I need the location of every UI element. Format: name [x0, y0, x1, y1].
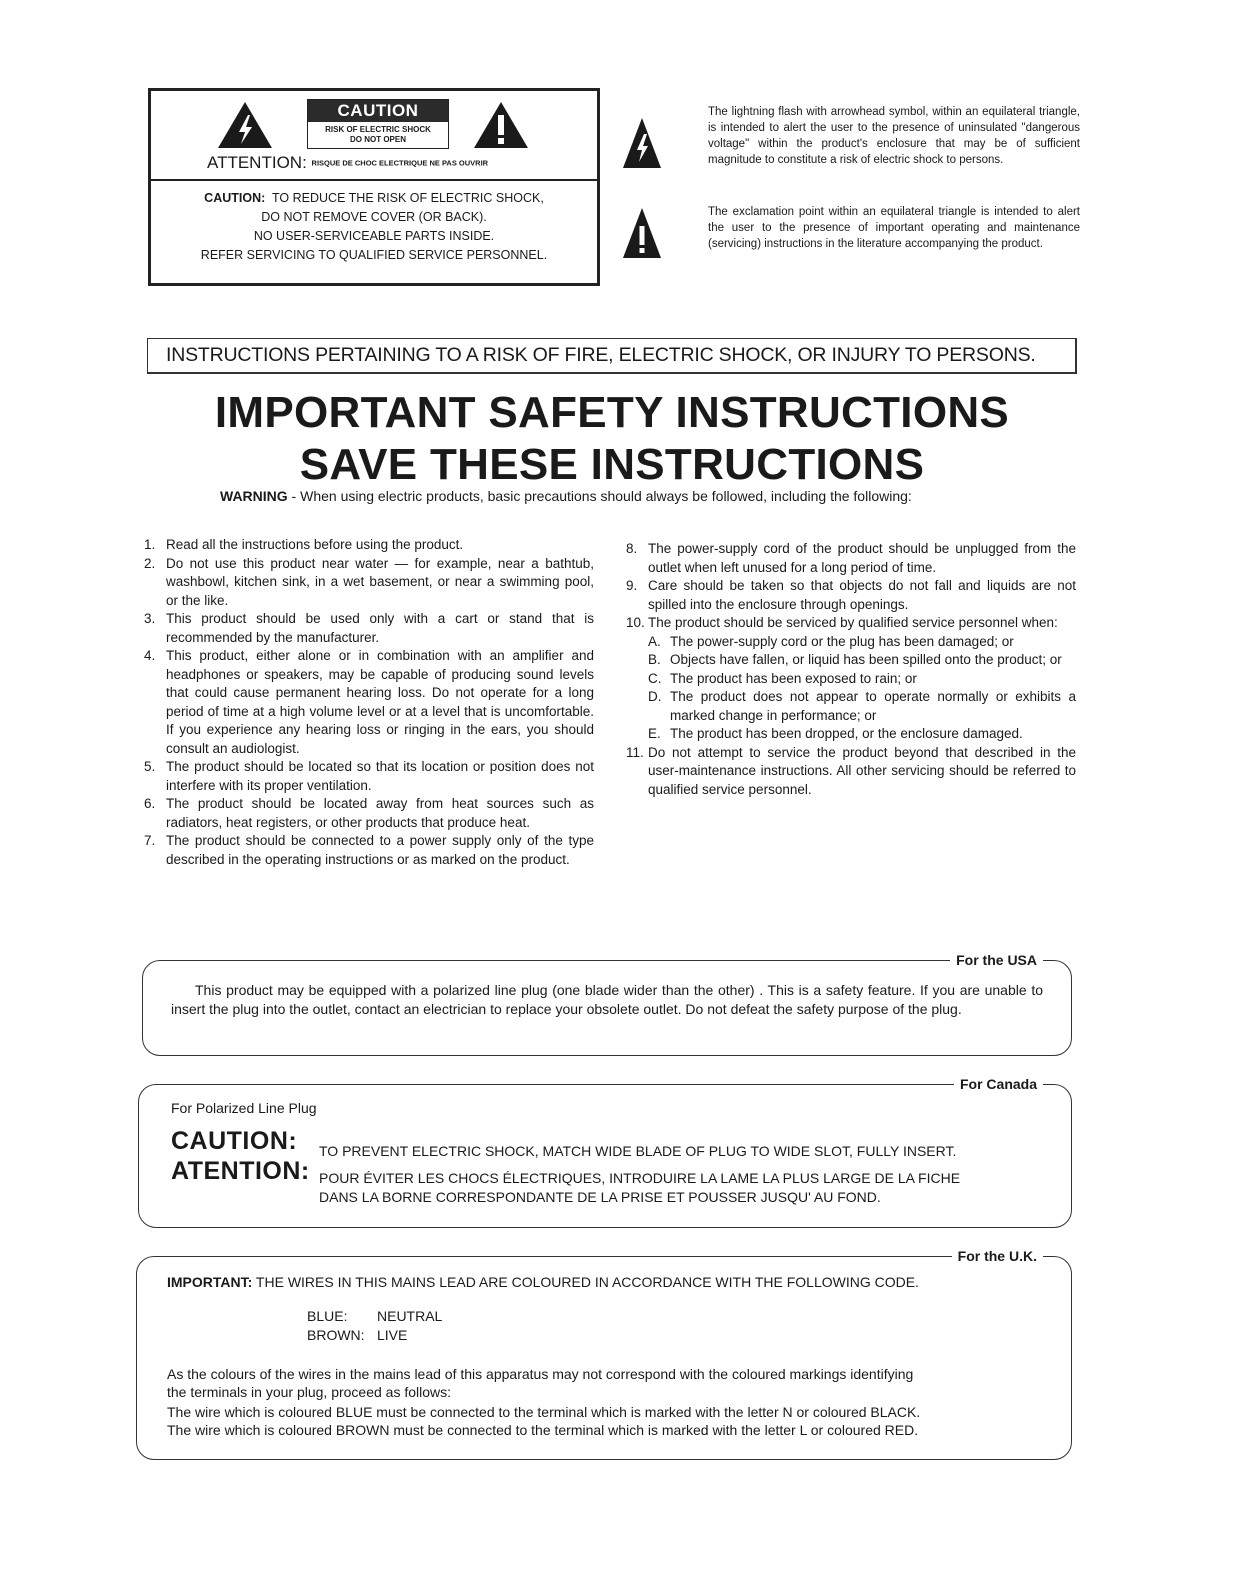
uk-code-blue-value: NEUTRAL — [377, 1308, 443, 1324]
usa-box-text: This product may be equipped with a polarized line plug (one blade wider than the other) . This is a safety feature. If you are unable to insert the plug into the outlet, contact an electrician to replace your obsolete outlet. Do not defeat the safety purpose of the plug. — [171, 982, 1043, 1017]
canada-attention-line-2: DANS LA BORNE CORRESPONDANTE DE LA PRISE ET POUSSER JUSQU' AU FOND. — [319, 1189, 881, 1205]
list-item: 9. Care should be taken so that objects do not fall and liquids are not spilled into the enclosure through openings. — [626, 578, 1076, 612]
lightning-symbol-description: The lightning flash with arrowhead symbol, within an equilateral triangle, is intended to alert the user to the presence of uninsulated "dangerous voltage" within the product's enclosure that may be of sufficient magnitude to constitute a risk of electric shock to persons. — [708, 106, 1080, 166]
page-subtitle: SAVE THESE INSTRUCTIONS — [299, 440, 925, 489]
list-item: 1. Read all the instructions before using the product. — [144, 537, 464, 552]
attention-word: ATTENTION: — [207, 153, 307, 172]
sub-list-item: C. The product has been exposed to rain; or — [648, 670, 917, 686]
uk-para-line-1: As the colours of the wires in the mains lead of this apparatus may not correspond with the coloured markings identifying — [167, 1366, 914, 1382]
canada-attention-line-1: POUR ÉVITER LES CHOCS ÉLECTRIQUES, INTRODUIRE LA LAME LA PLUS LARGE DE LA FICHE — [319, 1170, 961, 1186]
caution-body-line-3: NO USER-SERVICEABLE PARTS INSIDE. — [253, 229, 495, 243]
uk-notice-box — [136, 1248, 1072, 1460]
canada-attention-word: ATENTION: — [171, 1157, 310, 1185]
canada-caution-word: CAUTION: — [171, 1127, 298, 1155]
list-item: 7. The product should be connected to a power supply only of the type described in the operating instructions or as marked on the product. — [144, 833, 594, 867]
uk-para-line-4: The wire which is coloured BROWN must be connected to the terminal which is marked with the letter L or coloured RED. — [167, 1422, 919, 1438]
instructions-left-column — [144, 536, 594, 869]
caution-label-body — [151, 189, 597, 265]
page-title: IMPORTANT SAFETY INSTRUCTIONS — [214, 388, 1010, 437]
risk-line-2: DO NOT OPEN — [349, 135, 406, 144]
caution-body-line-4: REFER SERVICING TO QUALIFIED SERVICE PERSONNEL. — [200, 248, 548, 262]
exclamation-warning-icon — [473, 101, 529, 149]
warning-text: - When using electric products, basic precautions should always be followed, including the following: — [287, 488, 912, 504]
list-item: 2. Do not use this product near water — for example, near a bathtub, washbowl, kitchen sink, in a wet basement, or near a swimming pool, or the like. — [144, 555, 594, 608]
list-item: 6. The product should be located away from heat sources such as radiators, heat registers, or other products that produce heat. — [144, 796, 594, 830]
list-item: 4. This product, either alone or in combination with an amplifier and headphones or speakers, may be capable of producing sound levels that could cause permanent hearing loss. Do not operate for a long period of time at a high volume level or at a level that is uncomfortable. If you experience any hearing loss or ringing in the ears, you should consult an audiologist. — [144, 648, 594, 756]
usa-box-tag: For the USA — [950, 950, 1043, 970]
uk-important-line — [167, 1273, 919, 1292]
list-item: 5. The product should be located so that its location or position does not interfere with its proper ventilation. — [144, 759, 594, 793]
instructions-right-column — [626, 540, 1076, 799]
exclamation-symbol-description: The exclamation point within an equilateral triangle is intended to alert the user to the presence of important operating and maintenance (servicing) instructions in the literature accompanying the product. — [708, 206, 1080, 250]
canada-box-heading: For Polarized Line Plug — [171, 1100, 317, 1116]
caution-word: CAUTION — [308, 100, 448, 122]
attention-french: RISQUE DE CHOC ELECTRIQUE NE PAS OUVRIR — [311, 158, 489, 168]
uk-code-blue — [307, 1307, 442, 1326]
list-item: 11. Do not attempt to service the product beyond that described in the user-maintenance instructions. All other servicing should be referred to qualified service personnel. — [626, 744, 1076, 797]
sub-list-item: D. The product does not appear to operate normally or exhibits a marked change in performance; or — [648, 689, 1076, 723]
caution-label-header — [151, 91, 597, 181]
uk-code-brown — [307, 1326, 407, 1345]
uk-para-line-3: The wire which is coloured BLUE must be connected to the terminal which is marked with the letter N or coloured BLACK. — [167, 1404, 921, 1420]
usa-notice-box — [142, 952, 1072, 1056]
uk-box-tag: For the U.K. — [952, 1246, 1043, 1266]
uk-code-brown-label: BROWN: — [307, 1327, 365, 1343]
risk-instructions-banner: INSTRUCTIONS PERTAINING TO A RISK OF FIRE, ELECTRIC SHOCK, OR INJURY TO PERSONS. — [147, 338, 1077, 374]
attention-line — [207, 153, 597, 174]
uk-important-text: THE WIRES IN THIS MAINS LEAD ARE COLOURED IN ACCORDANCE WITH THE FOLLOWING CODE. — [252, 1274, 919, 1290]
risk-line-1: RISK OF ELECTRIC SHOCK — [325, 125, 431, 134]
lightning-symbol-icon — [622, 116, 662, 170]
canada-box-tag: For Canada — [954, 1074, 1043, 1094]
caution-label-box — [148, 88, 600, 286]
warning-line — [220, 486, 1020, 506]
canada-caution-text: TO PREVENT ELECTRIC SHOCK, MATCH WIDE BLADE OF PLUG TO WIDE SLOT, FULLY INSERT. — [319, 1143, 957, 1159]
uk-code-blue-label: BLUE: — [307, 1308, 348, 1324]
warning-label: WARNING — [220, 488, 288, 504]
sub-list-item: E. The product has been dropped, or the enclosure damaged. — [648, 726, 1023, 741]
lightning-warning-icon — [217, 101, 273, 149]
caution-body-prefix: CAUTION: — [204, 191, 266, 205]
exclamation-symbol-icon — [622, 206, 662, 260]
caution-body-line-2: DO NOT REMOVE COVER (OR BACK). — [261, 210, 487, 224]
caution-body-line-1: TO REDUCE THE RISK OF ELECTRIC SHOCK, — [272, 191, 544, 205]
list-item: 8. The power-supply cord of the product should be unplugged from the outlet when left unused for a long period of time. — [626, 541, 1076, 575]
uk-code-brown-value: LIVE — [377, 1327, 408, 1343]
list-item: 10. The product should be serviced by qualified service personnel when: — [626, 615, 1058, 630]
uk-important-label: IMPORTANT: — [167, 1274, 253, 1290]
uk-para-line-2: the terminals in your plug, proceed as follows: — [167, 1384, 452, 1400]
sub-list-item: A. The power-supply cord or the plug has been damaged; or — [648, 633, 1014, 649]
sub-list-item: B. Objects have fallen, or liquid has been spilled onto the product; or — [648, 652, 1062, 667]
caution-label-plate — [307, 99, 449, 149]
list-item: 3. This product should be used only with a cart or stand that is recommended by the manufacturer. — [144, 611, 594, 645]
canada-notice-box — [138, 1076, 1072, 1228]
